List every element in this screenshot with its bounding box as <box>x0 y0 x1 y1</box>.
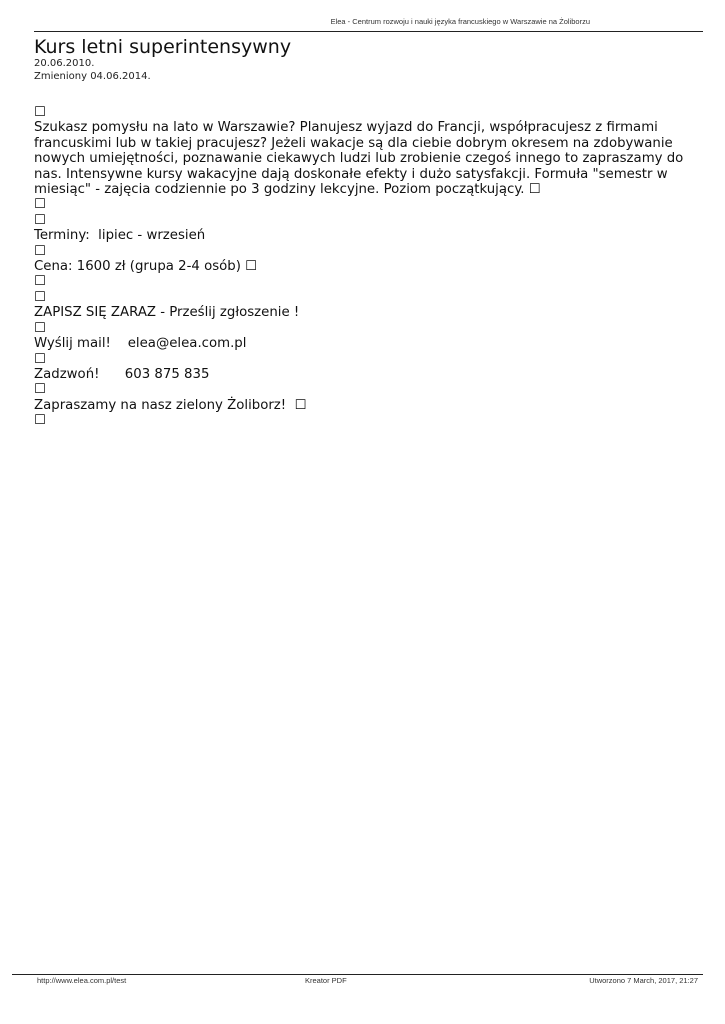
checkbox-glyph: ☐ <box>34 243 46 259</box>
closing-line <box>34 398 694 413</box>
footer-rule <box>12 974 703 975</box>
checkbox-glyph: ☐ <box>34 320 46 336</box>
intro-text: Szukasz pomysłu na lato w Warszawie? Planujesz wyjazd do Francji, współpracujesz z firmami francuskimi lub w takiej pracujesz? Jeżeli wakacje są dla ciebie dobrym okresem na zdobywanie nowych umiejętności, poznawanie ciekawych ludzi lub zrobienie czegoś innego to zapraszamy do nas. Intensywne kursy wakacyjne dają doskonałe efekty i dużo satysfakcji. Formuła "semestr w miesiąc" - zajęcia codziennie po 3 godziny lekcyjne. Poziom początkujący. <box>34 120 688 198</box>
price-line <box>34 259 694 274</box>
date-modified: Zmieniony 04.06.2014. <box>34 70 151 82</box>
footer-generator: Kreator PDF <box>305 976 347 985</box>
checkbox-glyph: ☐ <box>34 289 46 305</box>
closing-text: Zapraszamy na nasz zielony Żoliborz! <box>34 397 287 413</box>
checkbox-glyph: ☐ <box>34 382 46 398</box>
article <box>34 36 694 429</box>
footer-url: http://www.elea.com.pl/test <box>37 976 127 985</box>
checkbox-glyph: ☐ <box>34 105 46 120</box>
phone-line: Zadzwoń! 603 875 835 <box>34 366 210 382</box>
date-created: 20.06.2010. <box>34 58 95 69</box>
price-text: Cena: 1600 zł (grupa 2-4 osób) <box>34 259 241 275</box>
checkbox-glyph: ☐ <box>34 413 46 429</box>
signup-line: ZAPISZ SIĘ ZARAZ - Prześlij zgłoszenie ! <box>34 305 300 321</box>
article-body <box>34 105 694 429</box>
intro-paragraph <box>34 120 694 197</box>
header-site-title: Elea - Centrum rozwoju i nauki języka francuskiego w Warszawie na Żoliborzu <box>330 17 590 26</box>
article-title: Kurs letni superintensywny <box>34 36 292 58</box>
checkbox-glyph: ☐ <box>34 197 46 213</box>
checkbox-glyph: ☐ <box>34 351 46 367</box>
checkbox-glyph: ☐ <box>294 397 307 413</box>
footer-created: Utworzono 7 March, 2017, 21:27 <box>589 976 698 985</box>
checkbox-glyph: ☐ <box>245 259 258 275</box>
checkbox-glyph: ☐ <box>528 182 541 198</box>
checkbox-glyph: ☐ <box>34 212 46 228</box>
checkbox-glyph: ☐ <box>34 274 46 290</box>
terms-line: Terminy: lipiec - wrzesień <box>34 228 206 244</box>
mail-line: Wyślij mail! elea@elea.com.pl <box>34 336 247 352</box>
header-rule <box>34 15 703 32</box>
